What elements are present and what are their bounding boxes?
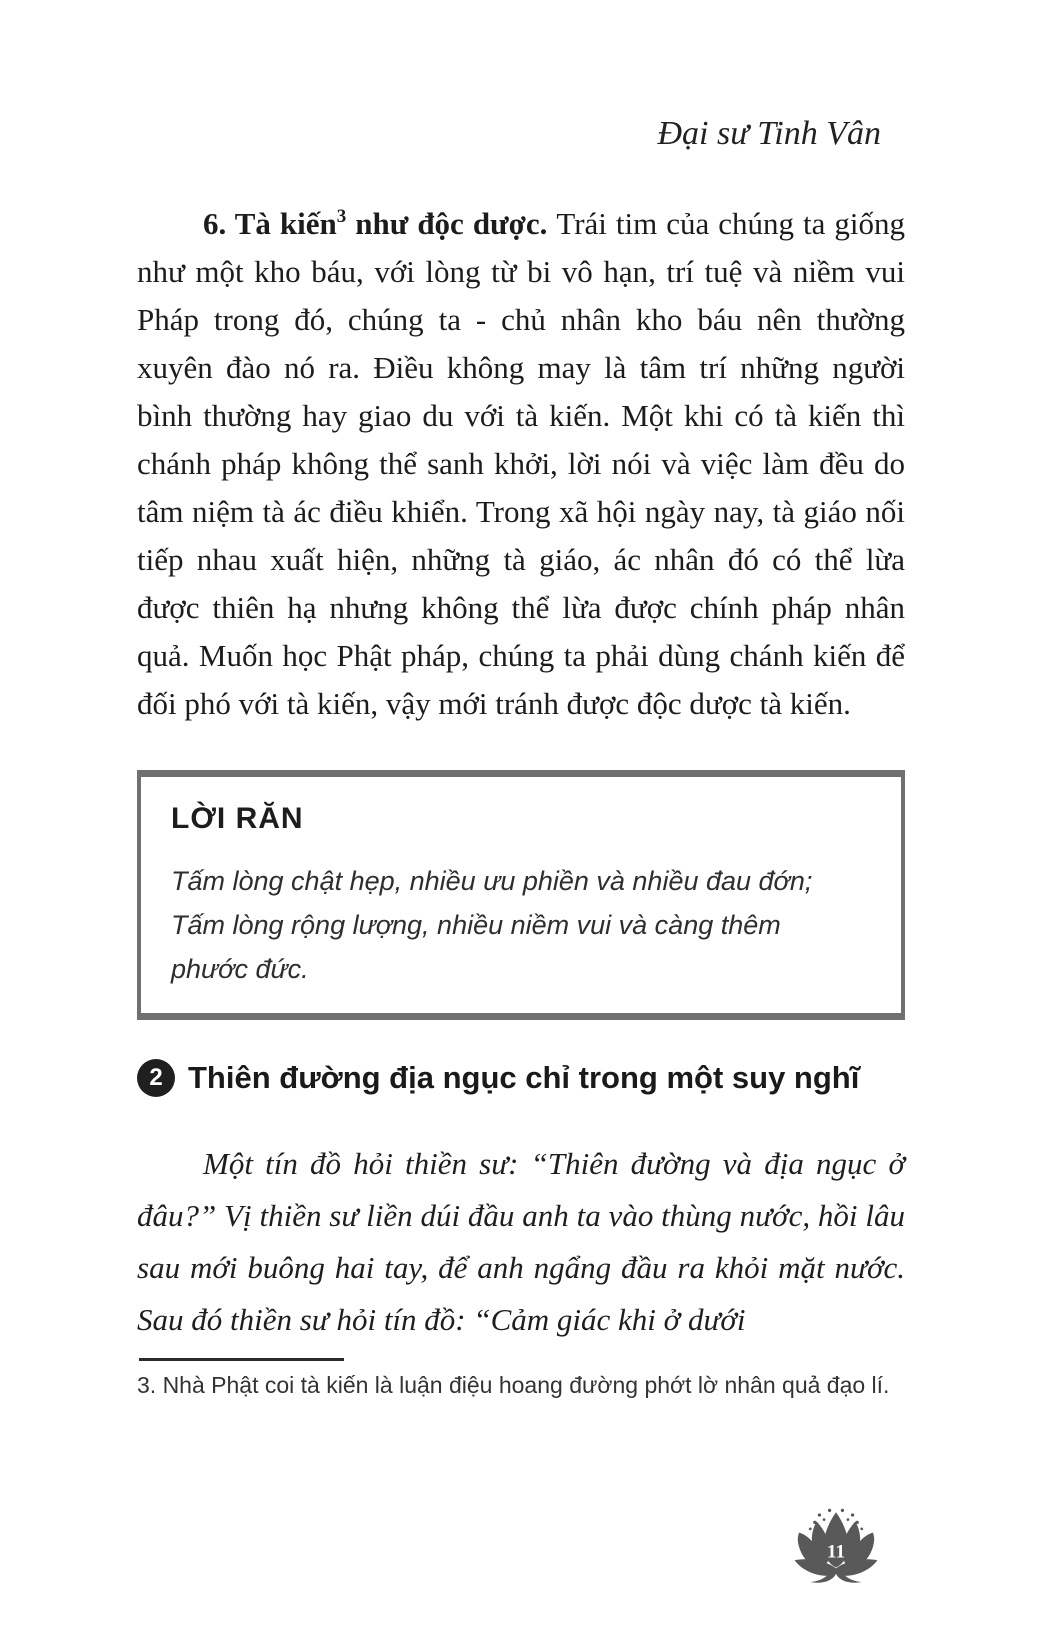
loi-ran-body [171, 859, 873, 991]
loi-ran-box [137, 770, 905, 1020]
section-heading-heaven-hell [137, 1058, 905, 1098]
lead-text-tail: như độc dược. [346, 206, 557, 241]
story-paragraph: Một tín đồ hỏi thiền sư: “Thiên đường và địa ngục ở đâu?” Vị thiền sư liền dúi đầu anh ta vào thùng nước, hồi lâu sau mới buông hai tay, để anh ngẩng đầu ra khỏi mặt nước. Sau đó thiền sư hỏi tín đồ: “Cảm giác khi ở dưới [137, 1146, 905, 1337]
loi-ran-line: Tấm lòng chật hẹp, nhiều ưu phiền và nhiều đau đớn; [171, 866, 813, 896]
lead-text: 6. Tà kiến [203, 206, 337, 241]
lotus-icon [790, 1498, 882, 1590]
loi-ran-line: phước đức. [171, 954, 309, 984]
footnote-text: 3. Nhà Phật coi tà kiến là luận điệu hoang đường phớt lờ nhân quả đạo lí. [137, 1372, 890, 1398]
page-number: 11 [826, 1541, 846, 1563]
section-number-badge: 2 [137, 1059, 175, 1097]
paragraph-ta-kien [137, 200, 905, 728]
paragraph-lead-bold [203, 206, 556, 241]
page-content [0, 112, 1040, 1401]
paragraph-body-text: Trái tim của chúng ta giống như một kho báu, với lòng từ bi vô hạn, trí tuệ và niềm vui Pháp trong đó, chúng ta - chủ nhân kho báu nên thường xuyên đào nó ra. Điều không may là tâm trí những người bình thường hay giao du với tà kiến. Một khi có tà kiến thì chánh pháp không thể sanh khởi, lời nói và việc làm đều do tâm niệm tà ác điều khiển. Trong xã hội ngày nay, tà giáo nối tiếp nhau xuất hiện, những tà giáo, ác nhân đó có thể lừa được thiên hạ nhưng không thể lừa được chính pháp nhân quả. Muốn học Phật pháp, chúng ta phải dùng chánh kiến để đối phó với tà kiến, vậy mới tránh được độc dược tà kiến. [137, 206, 905, 721]
footnote-divider [139, 1358, 344, 1361]
section-heading-title: Thiên đường địa ngục chỉ trong một suy nghĩ [188, 1060, 860, 1095]
loi-ran-line: Tấm lòng rộng lượng, nhiều niềm vui và càng thêm [171, 910, 781, 940]
footnote-ref-3: 3 [336, 206, 347, 227]
loi-ran-title: LỜI RĂN [171, 802, 304, 835]
lotus-page-ornament [790, 1498, 882, 1590]
running-head: Đại sư Tinh Vân [657, 115, 881, 152]
